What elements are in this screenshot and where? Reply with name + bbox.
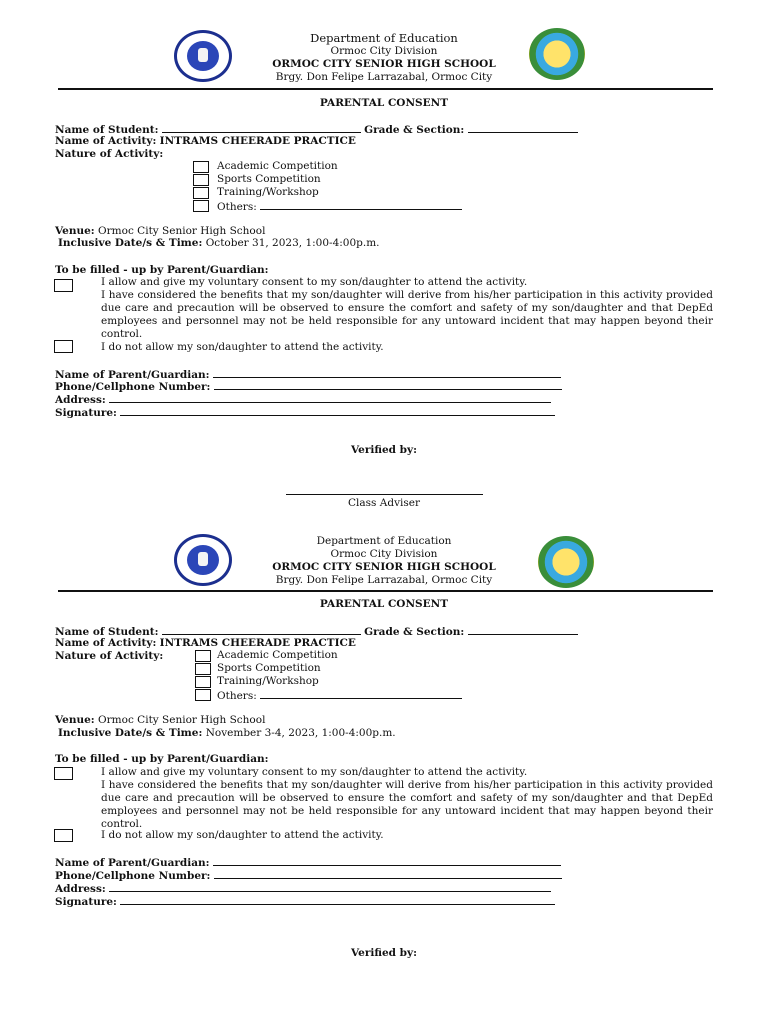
checkbox-training[interactable] [193,187,209,199]
venue-label: Venue: [55,225,95,237]
option-sports: Sports Competition [217,662,321,674]
disallow-text: I do not allow my son/daughter to attend the activity. [101,341,384,353]
signature-field[interactable] [120,894,555,905]
signature-label: Signature: [55,896,117,908]
phone-field[interactable] [214,379,562,390]
option-training: Training/Workshop [217,186,319,198]
school-name: ORMOC CITY SENIOR HIGH SCHOOL [272,561,496,573]
address-label: Address: [55,394,106,406]
others-field[interactable] [260,199,462,210]
parent-name-label: Name of Parent/Guardian: [55,369,210,381]
consent-allow-text [101,766,713,831]
venue-value: Ormoc City Senior High School [98,225,266,237]
option-others-label: Others: [217,690,257,702]
address-field[interactable] [109,392,551,403]
nature-label: Nature of Activity: [55,148,164,160]
parent-name-field[interactable] [213,367,561,378]
student-name-label: Name of Student: [55,626,159,638]
activity-value: INTRAMS CHEERADE PRACTICE [159,637,356,649]
option-training: Training/Workshop [217,675,319,687]
allow-text: I allow and give my voluntary consent to my son/daughter to attend the activity. [101,766,528,778]
option-academic: Academic Competition [217,649,338,661]
grade-section-label: Grade & Section: [364,124,465,136]
checkbox-academic[interactable] [195,650,211,662]
activity-label: Name of Activity: [55,135,157,147]
checkbox-training[interactable] [195,676,211,688]
consent-allow-text [101,276,713,341]
checkbox-disallow[interactable] [54,340,73,353]
activity-row [55,135,356,148]
activity-value: INTRAMS CHEERADE PRACTICE [159,135,356,147]
signature-row [55,894,555,909]
checkbox-others[interactable] [195,689,211,701]
form-title: PARENTAL CONSENT [319,598,449,610]
signature-label: Signature: [55,407,117,419]
dates-row [58,237,380,250]
checkbox-academic[interactable] [193,161,209,173]
option-academic: Academic Competition [217,160,338,172]
student-name-label: Name of Student: [55,124,159,136]
verified-by-label: Verified by: [350,444,417,456]
school-address: Brgy. Don Felipe Larrazabal, Ormoc City [275,71,493,83]
nature-label: Nature of Activity: [55,650,164,662]
dates-row [58,727,396,740]
checkbox-disallow[interactable] [54,829,73,842]
checkbox-allow[interactable] [54,279,73,292]
department-name: Department of Education [310,31,458,45]
option-others [217,199,462,214]
to-be-filled-label: To be filled - up by Parent/Guardian: [55,753,269,765]
activity-label: Name of Activity: [55,637,157,649]
form-title: PARENTAL CONSENT [319,97,449,109]
dates-value: October 31, 2023, 1:00-4:00p.m. [205,237,380,249]
checkbox-sports[interactable] [193,174,209,186]
grade-section-field[interactable] [468,624,578,635]
letterhead [0,535,768,587]
phone-field[interactable] [214,868,562,879]
class-adviser-label: Class Adviser [348,497,420,509]
considered-text: I have considered the benefits that my son/daughter will derive from his/her participation in this activity provided due care and precaution will be observed to ensure the comfort and safety of my son/daughter and that DepEd employees and personnel may not be held responsible for any untoward incident that may happen beyond their control. [101,779,713,830]
adviser-signature-line [286,494,483,495]
verified-by-label: Verified by: [350,947,417,959]
venue-value: Ormoc City Senior High School [98,714,266,726]
checkbox-allow[interactable] [54,767,73,780]
option-sports: Sports Competition [217,173,321,185]
phone-label: Phone/Cellphone Number: [55,870,211,882]
disallow-text: I do not allow my son/daughter to attend the activity. [101,829,384,841]
dates-label: Inclusive Date/s & Time: [58,237,203,249]
allow-text: I allow and give my voluntary consent to my son/daughter to attend the activity. [101,276,528,288]
school-address: Brgy. Don Felipe Larrazabal, Ormoc City [275,574,493,586]
parent-name-field[interactable] [213,855,561,866]
dates-label: Inclusive Date/s & Time: [58,727,203,739]
grade-section-field[interactable] [468,122,578,133]
to-be-filled-label: To be filled - up by Parent/Guardian: [55,264,269,276]
department-name: Department of Education [316,535,452,547]
option-others [217,688,462,703]
phone-label: Phone/Cellphone Number: [55,381,211,393]
header-rule [58,590,713,592]
checkbox-sports[interactable] [195,663,211,675]
address-field[interactable] [109,881,551,892]
division-name: Ormoc City Division [330,548,438,560]
address-label: Address: [55,883,106,895]
venue-label: Venue: [55,714,95,726]
student-name-field[interactable] [162,624,361,635]
parent-name-label: Name of Parent/Guardian: [55,857,210,869]
checkbox-others[interactable] [193,200,209,212]
header-rule [58,88,713,90]
venue-row [55,714,265,727]
division-name: Ormoc City Division [330,45,438,57]
student-name-field[interactable] [162,122,361,133]
school-name: ORMOC CITY SENIOR HIGH SCHOOL [272,58,496,70]
others-field[interactable] [260,688,462,699]
grade-section-label: Grade & Section: [364,626,465,638]
letterhead [0,32,768,84]
dates-value: November 3-4, 2023, 1:00-4:00p.m. [205,727,396,739]
considered-text: I have considered the benefits that my son/daughter will derive from his/her participation in this activity provided due care and precaution will be observed to ensure the comfort and safety of my son/daughter and that DepEd employees and personnel may not be held responsible for any untoward incident that may happen beyond their control. [101,289,713,340]
signature-row [55,405,555,420]
option-others-label: Others: [217,201,257,213]
signature-field[interactable] [120,405,555,416]
